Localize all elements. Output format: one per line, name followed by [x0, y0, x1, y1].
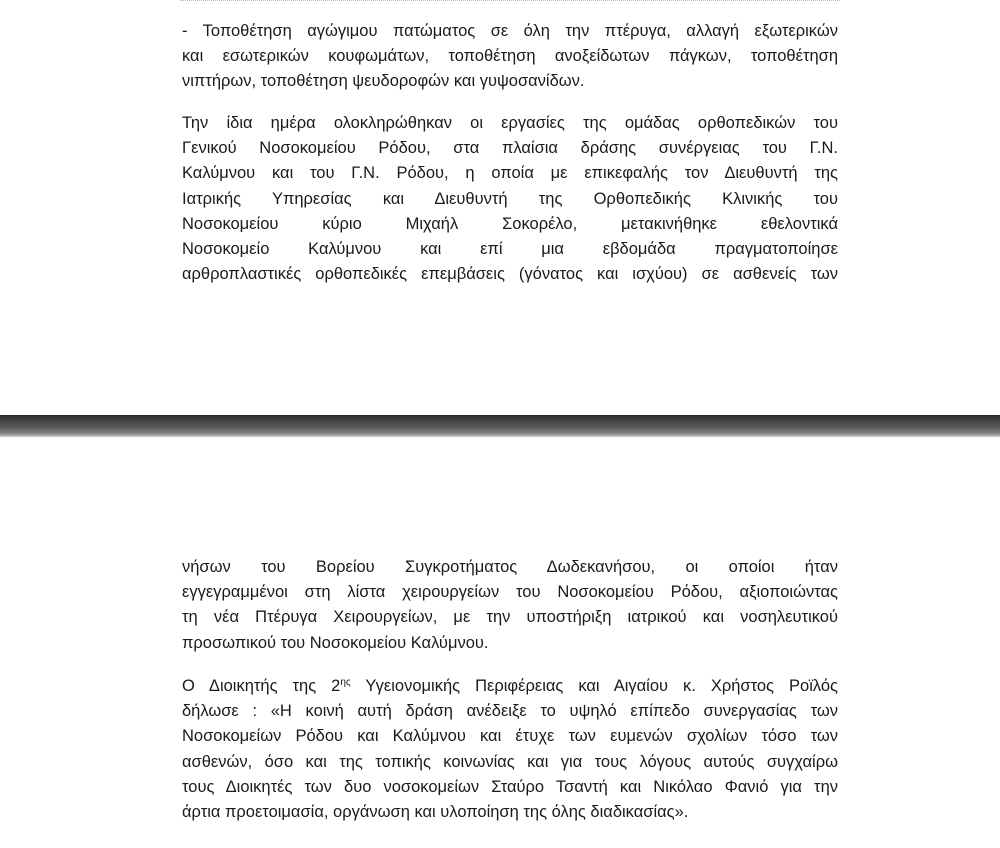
text-line: νιπτήρων, τοποθέτηση ψευδοροφών και γυψοσανίδων. [182, 72, 585, 91]
text-line: ασθενών, όσο και της τοπικής κοινωνίας και για τους λόγους αυτούς συγχαίρω [182, 752, 838, 771]
ordinal-superscript: ης [340, 677, 351, 688]
text-line-with-superscript [182, 674, 838, 699]
text-line: - Τοποθέτηση αγώγιμου πατώματος σε όλη την πτέρυγα, αλλαγή εξωτερικών [182, 22, 838, 40]
text-line: άρτια προετοιμασία, οργάνωση και υλοποίηση της όλης διαδικασίας». [182, 803, 689, 822]
text-line: και εσωτερικών κουφωμάτων, τοποθέτηση ανοξείδωτων πάγκων, τοποθέτηση [182, 47, 838, 66]
document-page-top [0, 0, 1000, 415]
paragraph-orthopedic-team [182, 111, 838, 287]
cropped-text-edge [180, 0, 840, 2]
text-line: Γενικού Νοσοκομείου Ρόδου, στα πλαίσια δράσης συνέργειας του Γ.Ν. [182, 139, 838, 158]
text-line: δήλωσε : «Η κοινή αυτή δράση ανέδειξε το υψηλό επίπεδο συνεργασίας των [182, 702, 838, 721]
text-line: Καλύμνου και του Γ.Ν. Ρόδου, η οποία με επικεφαλής τον Διευθυντή της [182, 164, 838, 183]
paragraph-renovation-works [182, 19, 838, 95]
text-fragment: Ο Διοικητής της 2 [182, 677, 341, 695]
text-line: προσωπικού του Νοσοκομείου Καλύμνου. [182, 633, 489, 652]
text-line: εγγεγραμμένοι στη λίστα χειρουργείων του Νοσοκομείου Ρόδου, αξιοποιώντας [182, 583, 838, 602]
text-line: νήσων του Βορείου Συγκροτήματος Δωδεκανήσου, οι οποίοι ήταν [182, 558, 838, 576]
text-line: Νοσοκομείου κύριο Μιχαήλ Σοκορέλο, μετακινήθηκε εθελοντικά [182, 214, 838, 233]
text-line: Νοσοκομείο Καλύμνου και επί μια εβδομάδα πραγματοποίησε [182, 240, 838, 259]
text-line: Την ίδια ημέρα ολοκληρώθηκαν οι εργασίες της ομάδας ορθοπεδικών του [182, 114, 838, 132]
text-line: τους Διοικητές των δυο νοσοκομείων Σταύρο Τσαντή και Νικόλαο Φανιό για την [182, 777, 838, 796]
paragraph-governor-statement [182, 674, 838, 825]
document-page-bottom [0, 437, 1000, 848]
text-fragment: Υγειονομικής Περιφέρειας και Αιγαίου κ. Χρήστος Ροϊλός [350, 677, 838, 695]
text-line: τη νέα Πτέρυγα Χειρουργείων, με την υποστήριξη ιατρικού και νοσηλευτικού [182, 608, 838, 627]
text-line: αρθροπλαστικές ορθοπεδικές επεμβάσεις (γόνατος και ισχύου) σε ασθενείς των [182, 265, 838, 284]
page-separator [0, 415, 1000, 437]
text-line: Νοσοκομείων Ρόδου και Καλύμνου και έτυχε των ευμενών σχολίων τόσο των [182, 727, 838, 746]
paragraph-patients-dodecanese [182, 555, 838, 656]
text-line: Ιατρικής Υπηρεσίας και Διευθυντή της Ορθοπεδικής Κλινικής του [182, 189, 838, 208]
